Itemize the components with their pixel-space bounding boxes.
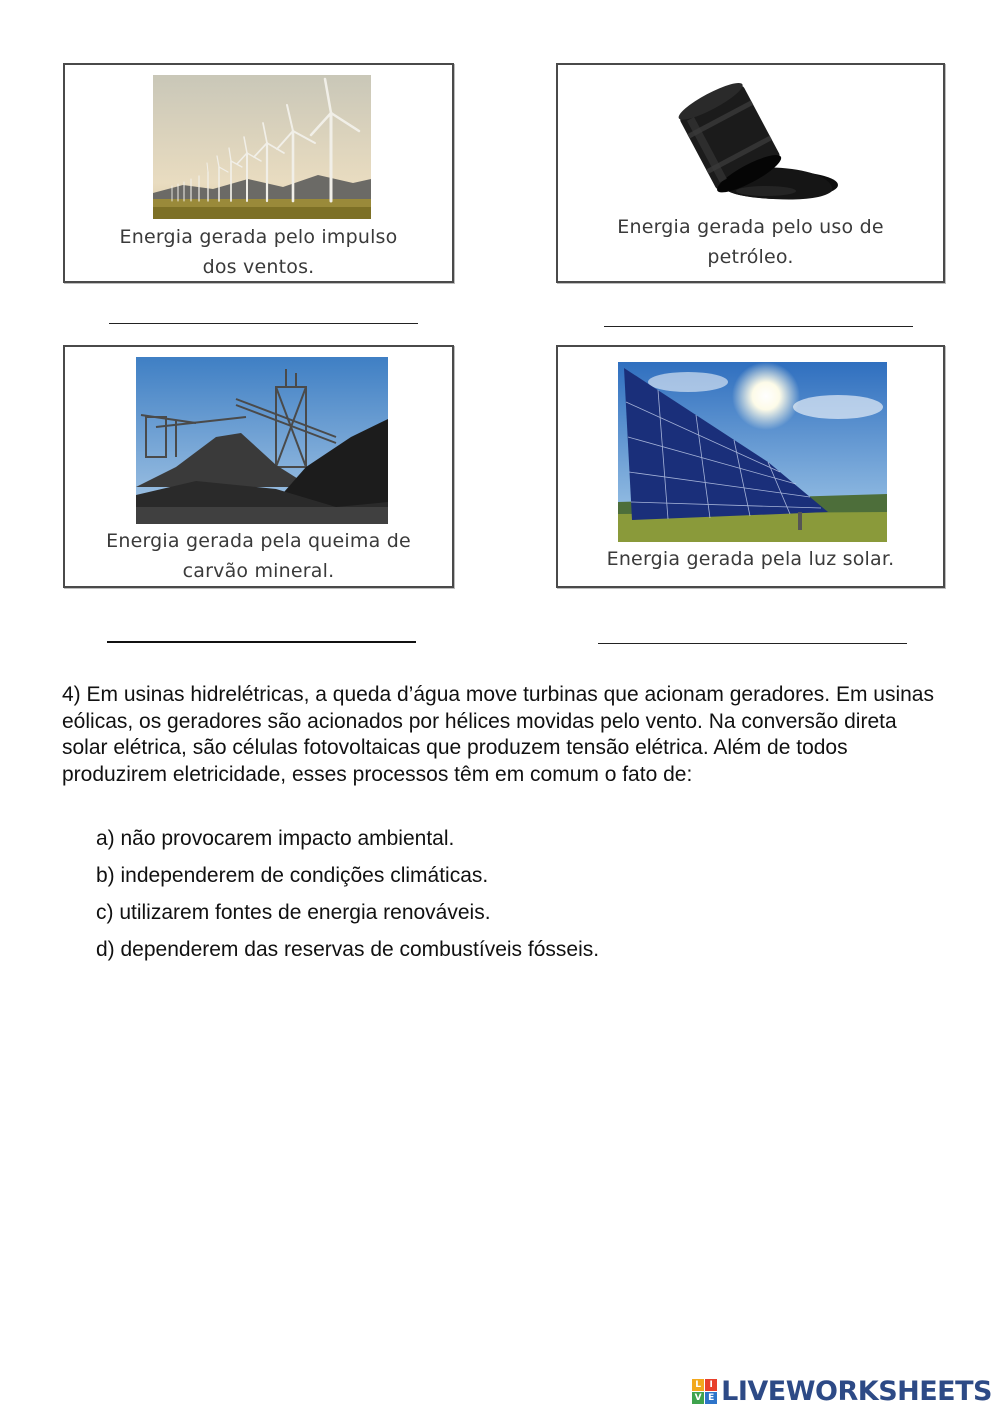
card-oil-energy xyxy=(556,63,945,283)
option-a[interactable]: a) não provocarem impacto ambiental. xyxy=(96,827,455,850)
answer-line-solar[interactable] xyxy=(598,643,907,644)
coal-mine-image xyxy=(136,357,388,524)
liveworksheets-logo xyxy=(692,1376,992,1407)
card-solar-energy xyxy=(556,345,945,588)
oil-barrel-image xyxy=(662,73,842,209)
answer-line-coal[interactable] xyxy=(107,641,416,643)
logo-mark-l: L xyxy=(692,1379,704,1391)
card-wind-energy xyxy=(63,63,454,283)
logo-mark-e: E xyxy=(705,1392,717,1404)
card-coal-caption: Energia gerada pela queima de carvão mineral. xyxy=(106,530,411,582)
option-d[interactable]: d) dependerem das reservas de combustíveis fósseis. xyxy=(96,938,600,961)
option-c[interactable]: c) utilizarem fontes de energia renováveis. xyxy=(96,901,491,924)
card-coal-energy xyxy=(63,345,454,588)
wind-turbines-image xyxy=(153,75,371,219)
logo-mark-v: V xyxy=(692,1392,704,1404)
question-4-text: 4) Em usinas hidrelétricas, a queda d’água move turbinas que acionam geradores. Em usinas eólicas, os geradores são acionados por hélices movidas pelo vento. Na conversão direta solar elétrica, são células fotovoltaicas que produzem tensão elétrica. Além de todos produzirem eletricidade, esses processos têm em comum o fato de: xyxy=(62,683,934,786)
liveworksheets-logo-mark xyxy=(692,1379,717,1404)
card-wind-caption: Energia gerada pelo impulso dos ventos. xyxy=(119,226,398,278)
option-b[interactable]: b) independerem de condições climáticas. xyxy=(96,864,489,887)
answer-line-oil[interactable] xyxy=(604,326,913,327)
liveworksheets-logo-text: LIVEWORKSHEETS xyxy=(721,1376,992,1407)
question-4-options xyxy=(96,826,599,974)
logo-mark-i: I xyxy=(705,1379,717,1391)
card-solar-caption: Energia gerada pela luz solar. xyxy=(606,548,895,570)
solar-panel-image xyxy=(618,362,887,542)
card-oil-caption: Energia gerada pelo uso de petróleo. xyxy=(617,216,884,268)
answer-line-wind[interactable] xyxy=(109,323,418,324)
